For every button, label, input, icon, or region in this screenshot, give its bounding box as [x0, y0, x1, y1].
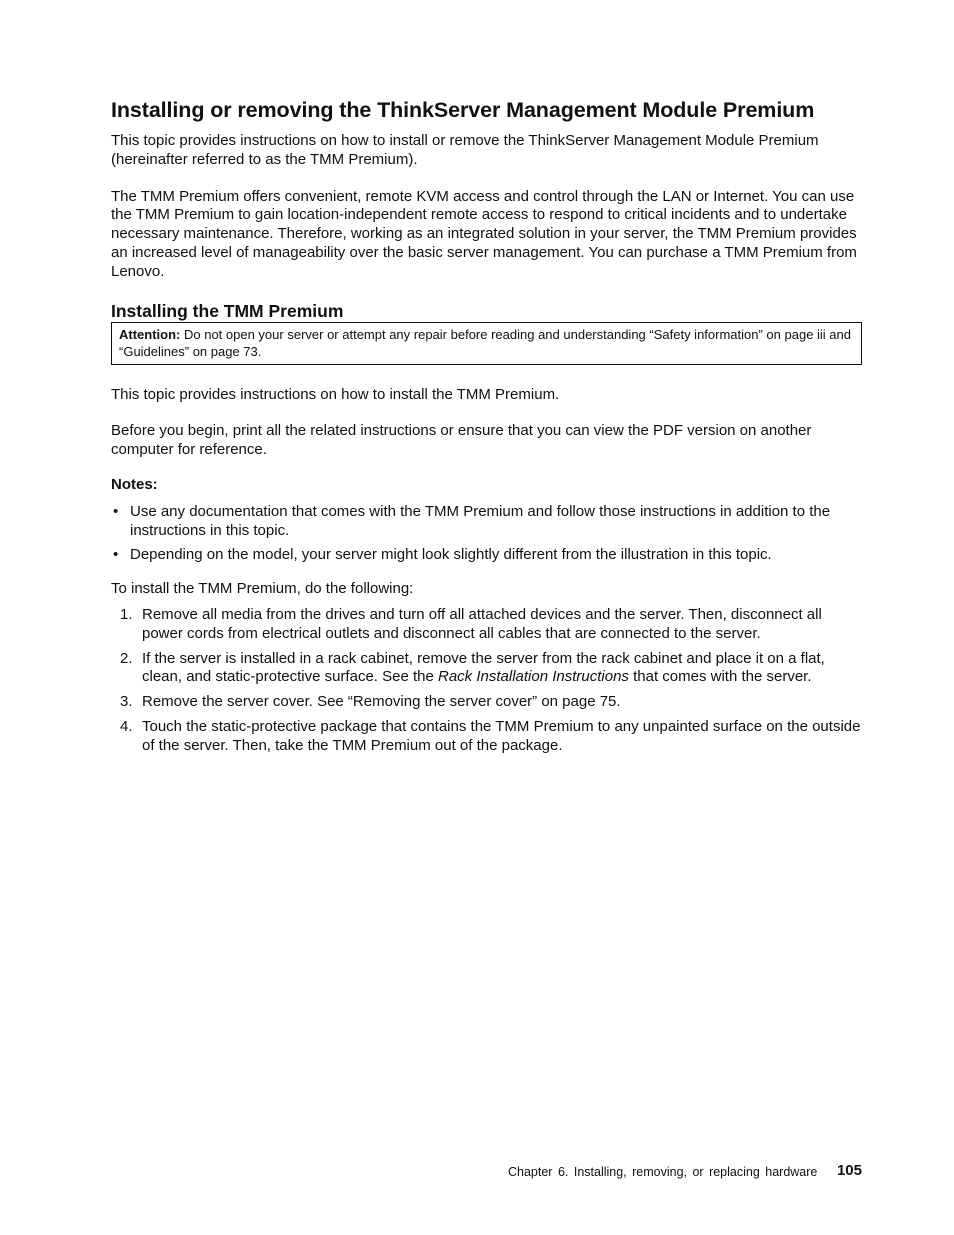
step-item: [111, 650, 862, 688]
topic-paragraph: This topic provides instructions on how to install the TMM Premium.: [111, 385, 560, 403]
bullet-icon: •: [113, 546, 119, 564]
page-number: 105: [836, 1162, 862, 1179]
overview-paragraph: The TMM Premium offers convenient, remote KVM access and control through the LAN or Internet. You can use the TMM Premium to gain location-independent remote access to respond to critical incidents and to undertake necessary maintenance. Therefore, working as an integrated solution in your server, the TMM Premium provides an increased level of manageability over the basic server management. You can purchase a TMM Premium from Lenovo.: [111, 187, 857, 280]
step-item: [111, 606, 862, 644]
step-item: [111, 718, 862, 756]
attention-text: Do not open your server or attempt any repair before reading and understanding “Safety information” on page iii and “Guidelines” on page 73.: [119, 326, 851, 359]
notes-list: [111, 503, 862, 565]
section-heading: Installing the TMM Premium: [111, 300, 344, 321]
step-number: 2.: [120, 649, 133, 667]
page-footer: [508, 1163, 862, 1181]
note-text: Depending on the model, your server might look slightly different from the illustration in this topic.: [130, 546, 772, 564]
page-title: Installing or removing the ThinkServer Management Module Premium: [111, 98, 815, 122]
list-item: [111, 503, 862, 541]
intro-paragraph: This topic provides instructions on how to install or remove the ThinkServer Management Module Premium (hereinafter referred to as the TMM Premium).: [111, 132, 819, 168]
notes-heading: Notes:: [111, 475, 158, 493]
note-text: Use any documentation that comes with the TMM Premium and follow those instructions in addition to the instructions in this topic.: [130, 502, 831, 539]
step-number: 3.: [120, 693, 133, 711]
rack-instructions-title: Rack Installation Instructions: [438, 668, 629, 686]
page-content: [111, 96, 862, 762]
before-paragraph: Before you begin, print all the related instructions or ensure that you can view the PDF version on another computer for reference.: [111, 422, 812, 459]
attention-label: Attention:: [119, 326, 181, 342]
steps-intro: To install the TMM Premium, do the following:: [111, 580, 414, 598]
step-text: Touch the static-protective package that contains the TMM Premium to any unpainted surface on the outside of the server. Then, take the TMM Premium out of the package.: [142, 717, 861, 754]
step-number: 1.: [120, 605, 133, 623]
step-item: [111, 693, 862, 712]
bullet-icon: •: [113, 502, 119, 520]
step-text: [142, 650, 825, 686]
footer-chapter: Chapter 6. Installing, removing, or replacing hardware: [508, 1165, 818, 1179]
step-number: 4.: [120, 717, 133, 735]
attention-box: [111, 322, 862, 365]
step-text: Remove the server cover. See “Removing the server cover” on page 75.: [142, 693, 621, 711]
step-text: Remove all media from the drives and turn off all attached devices and the server. Then, disconnect all power cords from electrical outlets and disconnect all cables that are connected to the server.: [142, 605, 822, 642]
list-item: [111, 546, 862, 565]
step-text-before: If the server is installed in a rack cabinet, remove the server from the rack cabinet and place it on a flat, clean, and static-protective surface. See the: [142, 649, 825, 686]
step-text-after: that comes with the server.: [628, 668, 812, 686]
steps-list: [111, 606, 862, 756]
